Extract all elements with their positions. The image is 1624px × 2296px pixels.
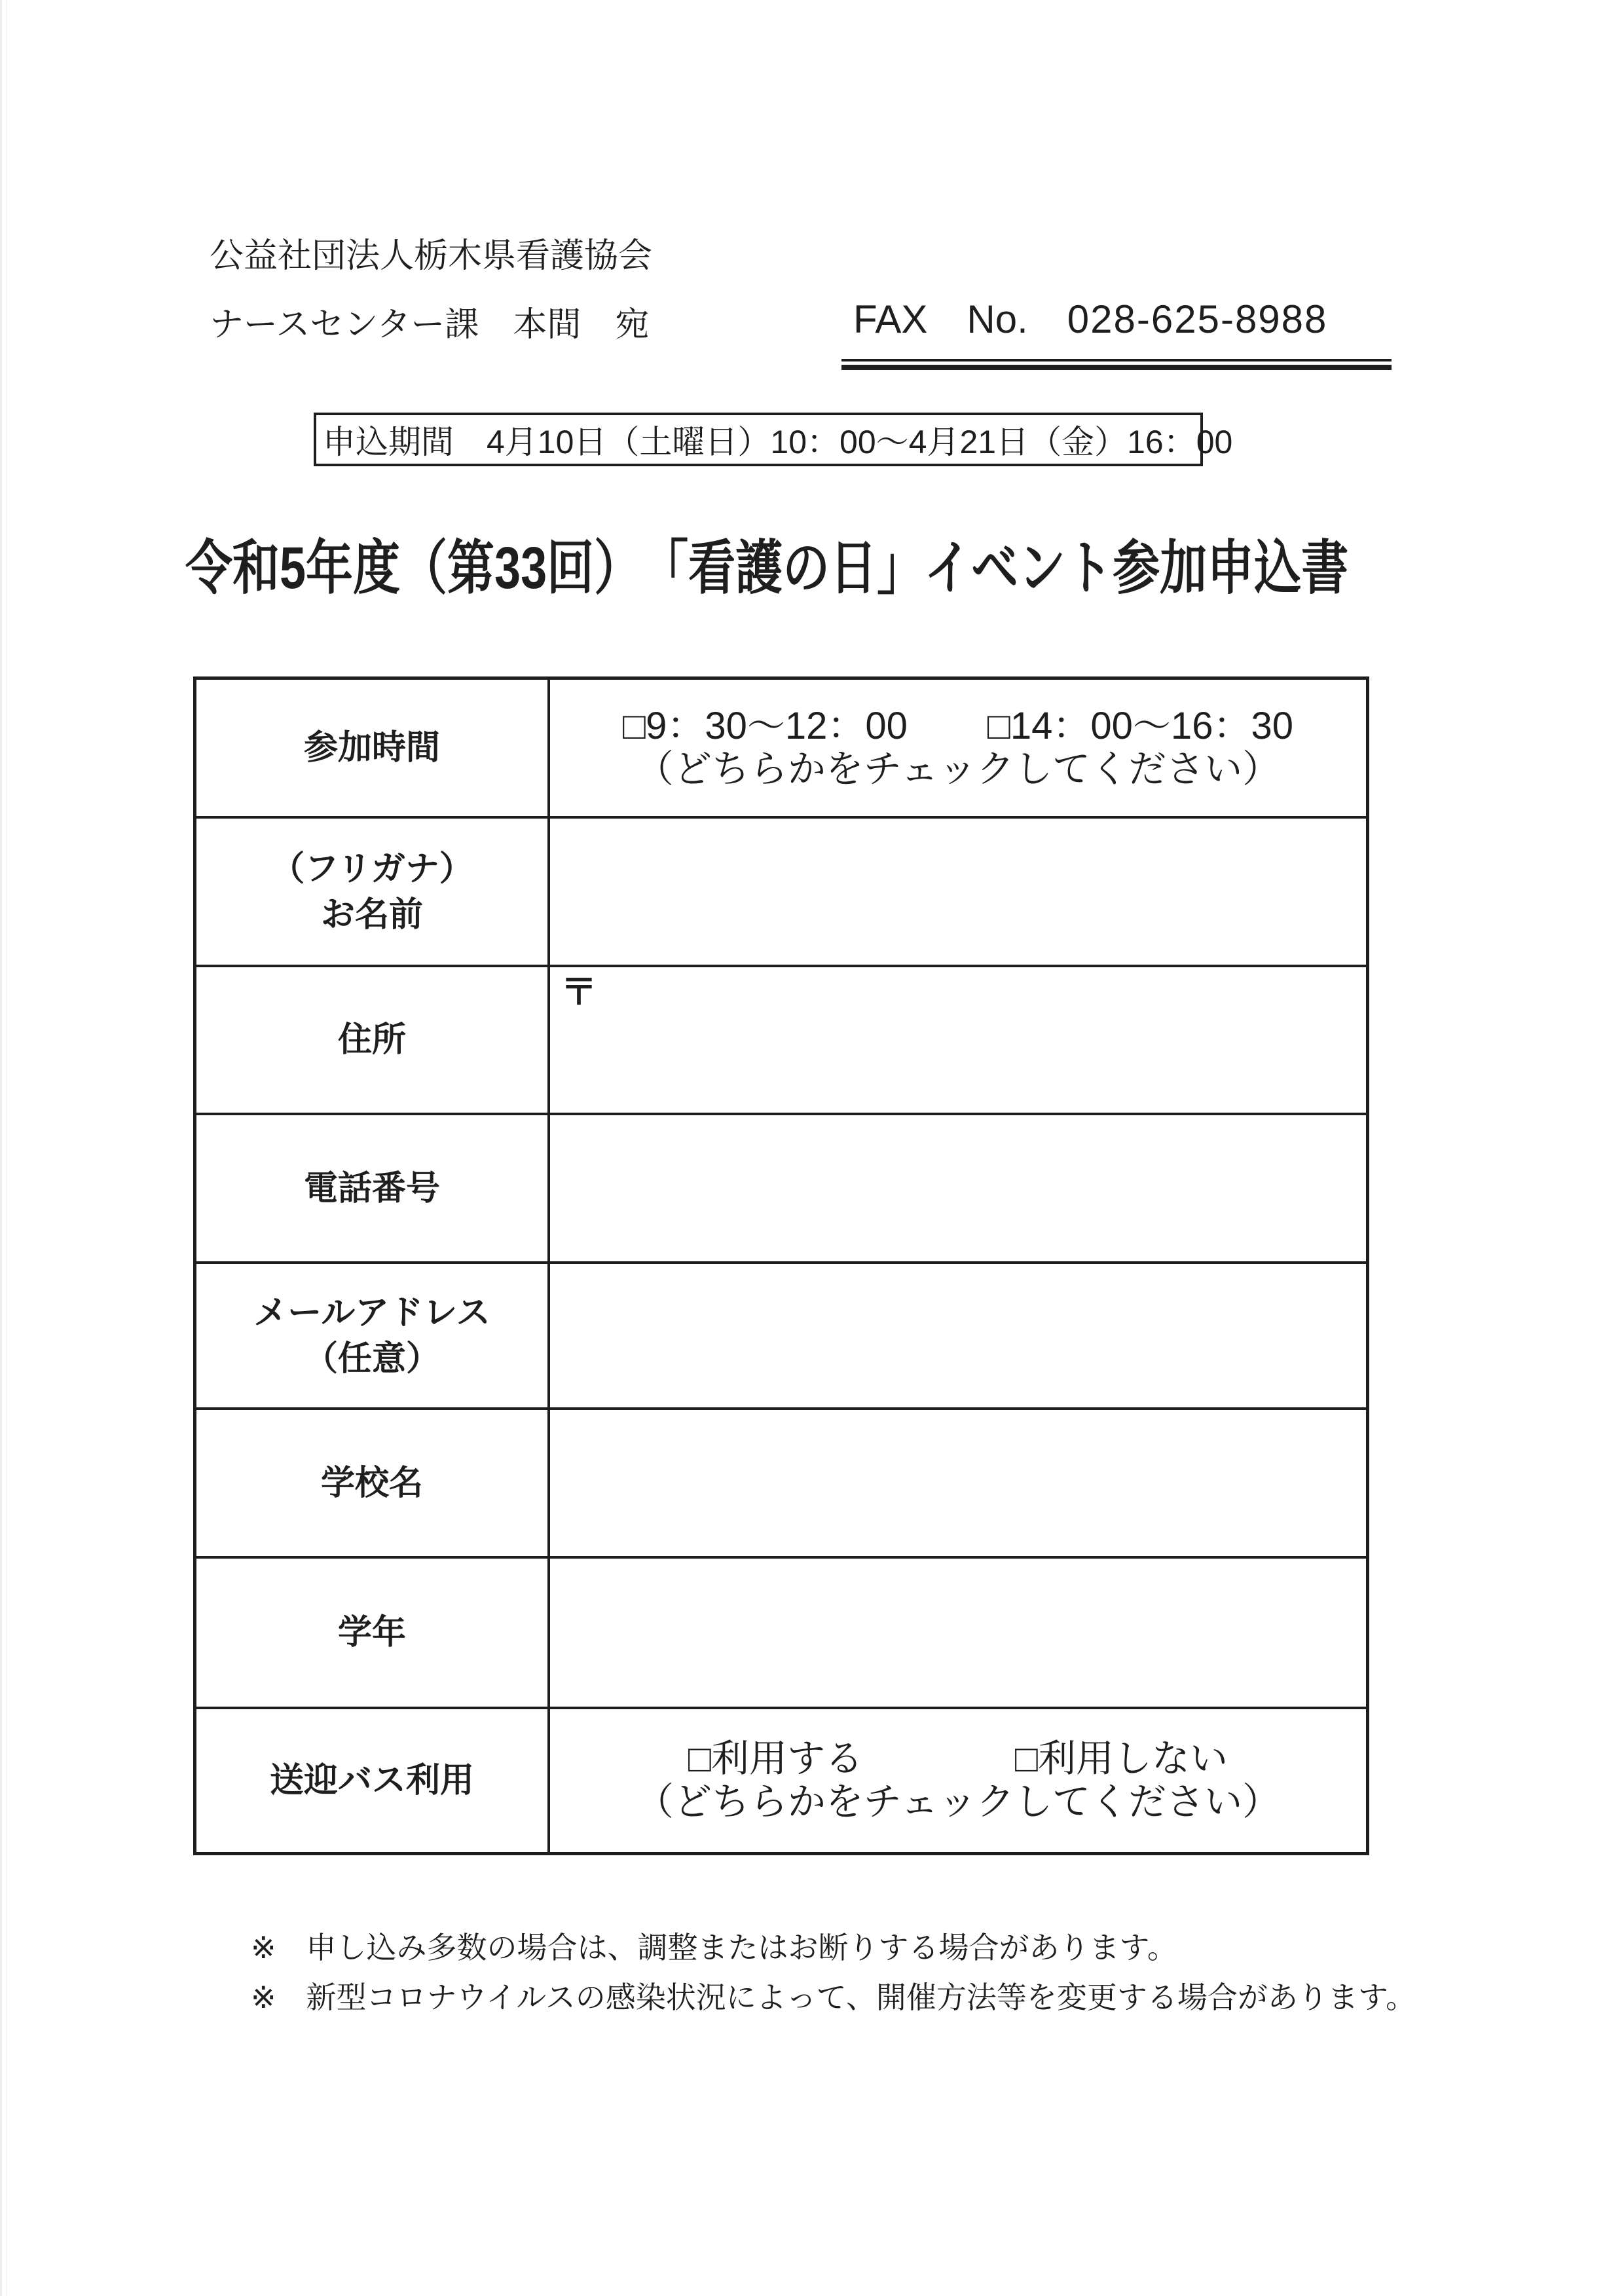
participation-time-note: （どちらかをチェックしてください） xyxy=(635,748,1281,790)
fax-double-underline xyxy=(841,359,1392,370)
shuttle-bus-field xyxy=(550,1709,1366,1852)
addressee-line: ナースセンター課 本間 宛 xyxy=(210,306,650,344)
fax-number: 028-625-8988 xyxy=(1067,297,1328,341)
postal-code-mark: 〒 xyxy=(561,971,597,1012)
checkbox-bus-use[interactable]: □利用する xyxy=(688,1737,863,1780)
participation-time-field xyxy=(550,680,1366,819)
fax-line xyxy=(853,298,1327,341)
organization-name: 公益社団法人栃木県看護協会 xyxy=(210,237,653,275)
checkbox-bus-no-use[interactable]: □利用しない xyxy=(1015,1737,1228,1780)
name-input-cell[interactable] xyxy=(550,819,1366,967)
checkbox-time-morning[interactable]: □9：30～12：00 xyxy=(623,705,908,747)
email-input-cell[interactable] xyxy=(550,1264,1366,1410)
label-shuttle-bus: 送迎バス利用 xyxy=(196,1709,550,1852)
footnotes xyxy=(251,1923,1416,2022)
application-form-table xyxy=(193,676,1369,1855)
school-year-input-cell[interactable] xyxy=(550,1559,1366,1709)
footnote-covid: ※ 新型コロナウイルスの感染状況によって、開催方法等を変更する場合があります。 xyxy=(251,1980,1416,2014)
address-input-cell[interactable] xyxy=(550,967,1366,1115)
label-phone: 電話番号 xyxy=(196,1115,550,1264)
footnote-capacity: ※ 申し込み多数の場合は、調整またはお断りする場合があります。 xyxy=(251,1931,1177,1965)
label-school-year: 学年 xyxy=(196,1559,550,1709)
label-school-name: 学校名 xyxy=(196,1410,550,1559)
label-email: メールアドレス （任意） xyxy=(196,1264,550,1410)
shuttle-bus-note: （どちらかをチェックしてください） xyxy=(635,1781,1281,1823)
fax-no-label: No. xyxy=(967,297,1028,341)
application-period-box xyxy=(314,413,1233,466)
application-period-text: 申込期間 4月10日（土曜日）10：00～4月21日（金）16：00 xyxy=(323,424,1233,460)
checkbox-time-afternoon[interactable]: □14：00～16：30 xyxy=(987,705,1293,747)
label-name: （フリガナ） お名前 xyxy=(196,819,550,967)
label-participation-time: 参加時間 xyxy=(196,680,550,819)
phone-input-cell[interactable] xyxy=(550,1115,1366,1264)
page-title: 令和5年度（第33回） 「看護の日」イベント参加申込書 xyxy=(185,536,1349,601)
scan-edge-artifact xyxy=(0,0,9,2296)
fax-label: FAX xyxy=(853,297,928,341)
school-name-input-cell[interactable] xyxy=(550,1410,1366,1559)
label-address: 住所 xyxy=(196,967,550,1115)
